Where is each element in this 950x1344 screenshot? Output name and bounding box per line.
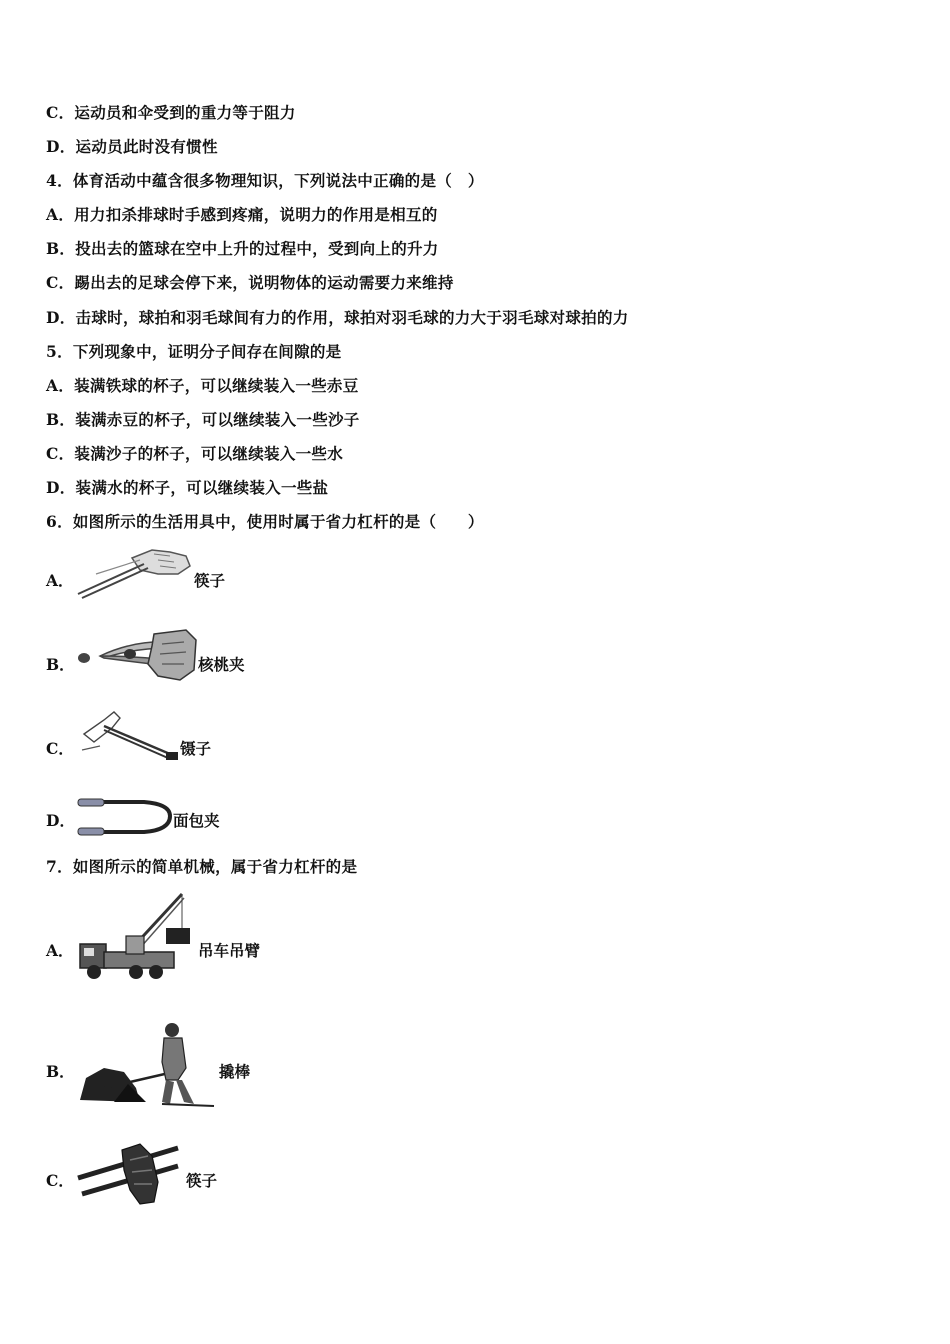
option-label: C． — [46, 1171, 74, 1190]
option-caption: 筷子 — [194, 571, 226, 590]
option-line: D．击球时，球拍和羽毛球间有力的作用，球拍对羽毛球的力大于羽毛球对球拍的力 — [46, 308, 629, 327]
option-line: B．装满赤豆的杯子，可以继续装入一些沙子 — [46, 410, 360, 429]
option-line: C．踢出去的足球会停下来，说明物体的运动需要力来维持 — [46, 273, 454, 292]
option-line: A．装满铁球的杯子，可以继续装入一些赤豆 — [46, 376, 359, 395]
option-line: D．装满水的杯子，可以继续装入一些盐 — [46, 478, 329, 497]
option-label: D． — [46, 811, 75, 830]
option-label: A． — [46, 571, 74, 590]
question-stem: 7．如图所示的简单机械，属于省力杠杆的是 — [46, 857, 358, 876]
bread-tongs-icon — [74, 794, 174, 840]
option-caption: 吊车吊臂 — [198, 941, 261, 960]
chopsticks-in-hand-icon — [74, 544, 194, 600]
question-stem: 5．下列现象中，证明分子间存在间隙的是 — [46, 342, 342, 361]
option-line: A．用力扣杀排球时手感到疼痛，说明力的作用是相互的 — [46, 205, 438, 224]
crane-truck-icon — [74, 888, 194, 984]
option-line: D．运动员此时没有惯性 — [46, 137, 218, 156]
nutcracker-icon — [74, 626, 198, 684]
chopsticks-icon — [74, 1140, 186, 1206]
option-label: B． — [46, 1062, 75, 1081]
option-caption: 镊子 — [180, 739, 212, 758]
option-label: A． — [46, 941, 74, 960]
question-stem: 4．体育活动中蕴含很多物理知识，下列说法中正确的是（ ） — [46, 171, 484, 190]
crowbar-worker-icon — [74, 1018, 218, 1110]
option-line: C．装满沙子的杯子，可以继续装入一些水 — [46, 444, 344, 463]
option-label: C． — [46, 739, 74, 758]
option-line: B．投出去的篮球在空中上升的过程中，受到向上的升力 — [46, 239, 439, 258]
option-caption: 核桃夹 — [198, 655, 245, 674]
option-caption: 筷子 — [186, 1171, 218, 1190]
tweezers-icon — [74, 708, 182, 764]
option-label: B． — [46, 655, 75, 674]
question-stem: 6．如图所示的生活用具中，使用时属于省力杠杆的是（ ） — [46, 512, 484, 531]
option-caption: 撬棒 — [219, 1062, 251, 1081]
option-line: C．运动员和伞受到的重力等于阻力 — [46, 103, 296, 122]
option-caption: 面包夹 — [173, 811, 220, 830]
